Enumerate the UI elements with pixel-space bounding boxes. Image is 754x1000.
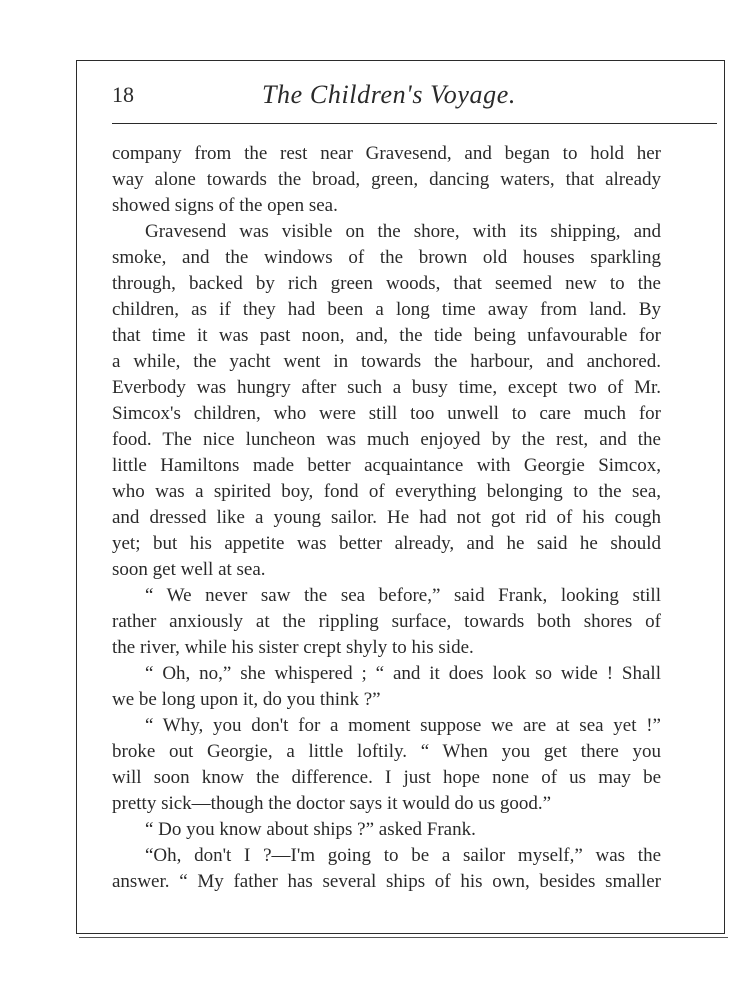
text-line: smoke, and the windows of the brown old houses sparkling [112, 247, 661, 268]
text-line: broke out Georgie, a little loftily. “ When you get there you [112, 741, 661, 762]
text-line: Simcox's children, who were still too unwell to care much for [112, 403, 661, 424]
text-line: answer. “ My father has several ships of his own, besides smaller [112, 871, 661, 892]
text-line: “Oh, don't I ?—I'm going to be a sailor myself,” was the [145, 845, 661, 866]
text-line: children, as if they had been a long time away from land. By [112, 299, 661, 320]
text-line: that time it was past noon, and, the tide being unfavourable for [112, 325, 661, 346]
text-line: way alone towards the broad, green, dancing waters, that already [112, 169, 661, 190]
text-line: “ Oh, no,” she whispered ; “ and it does look so wide ! Shall [145, 663, 661, 684]
text-line: through, backed by rich green woods, that seemed new to the [112, 273, 661, 294]
text-line: rather anxiously at the rippling surface, towards both shores of [112, 611, 661, 632]
page-number: 18 [112, 82, 134, 107]
text-line: food. The nice luncheon was much enjoyed by the rest, and the [112, 429, 661, 450]
text-line: “ We never saw the sea before,” said Frank, looking still [145, 585, 661, 606]
text-line: showed signs of the open sea. [112, 195, 338, 216]
text-line: pretty sick—though the doctor says it would do us good.” [112, 793, 552, 814]
text-line: a while, the yacht went in towards the harbour, and anchored. [112, 351, 661, 372]
body-text [112, 141, 661, 895]
text-line: soon get well at sea. [112, 559, 266, 580]
text-line: yet; but his appetite was better already, and he said he should [112, 533, 661, 554]
header-rule [112, 123, 717, 124]
text-line: who was a spirited boy, fond of everything belonging to the sea, [112, 481, 661, 502]
text-line: will soon know the difference. I just hope none of us may be [112, 767, 661, 788]
text-line: “ Do you know about ships ?” asked Frank. [145, 819, 476, 840]
running-title: The Children's Voyage. [262, 80, 516, 109]
text-line: company from the rest near Gravesend, and began to hold her [112, 143, 661, 164]
text-line: the river, while his sister crept shyly to his side. [112, 637, 474, 658]
text-line: we be long upon it, do you think ?” [112, 689, 381, 710]
text-line: little Hamiltons made better acquaintance with Georgie Simcox, [112, 455, 661, 476]
text-line: “ Why, you don't for a moment suppose we are at sea yet !” [145, 715, 661, 736]
text-line: Everbody was hungry after such a busy time, except two of Mr. [112, 377, 661, 398]
text-line: and dressed like a young sailor. He had not got rid of his cough [112, 507, 661, 528]
running-head [112, 80, 717, 112]
text-line: Gravesend was visible on the shore, with its shipping, and [145, 221, 661, 242]
